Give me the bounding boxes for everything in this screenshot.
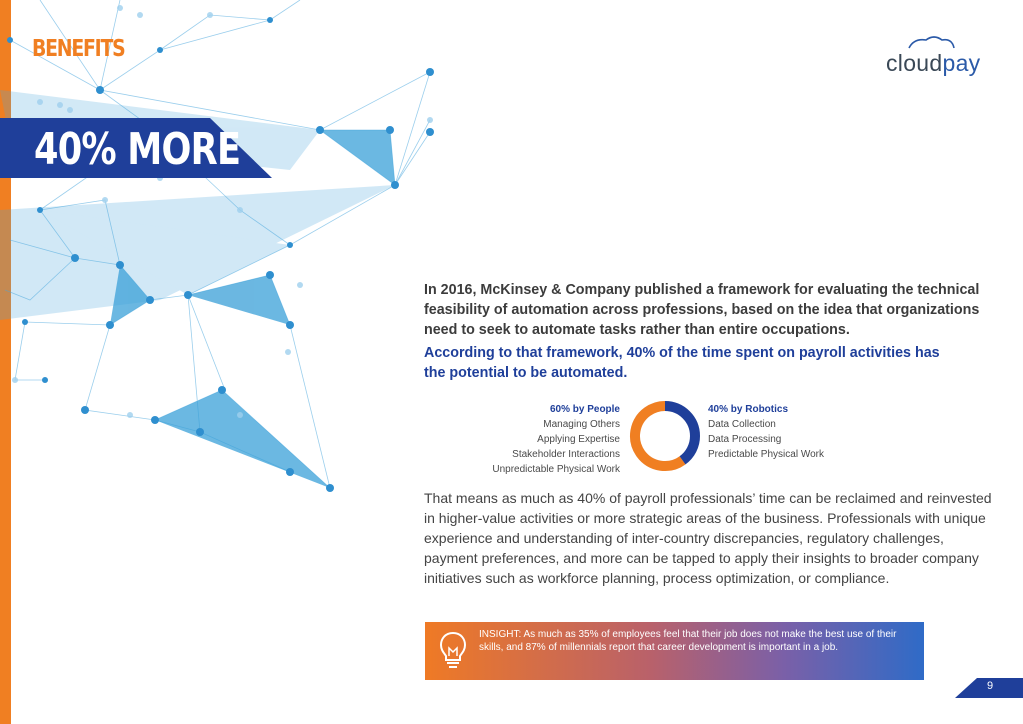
- highlight-paragraph: According to that framework, 40% of the time spent on payroll activities has the potential to be automated.: [424, 345, 940, 381]
- people-robotics-donut: [627, 398, 703, 474]
- section-label: BENEFITS: [32, 36, 125, 62]
- people-item: Unpredictable Physical Work: [492, 464, 620, 475]
- robotics-item: Data Collection: [708, 419, 776, 430]
- people-title: 60% by People: [549, 404, 620, 415]
- insight-text: INSIGHT: As much as 35% of employees feel that their job does not make the best use of their skills, and 87% of millennials report that career development is important in a job.: [479, 629, 897, 653]
- logo-text-suffix: pay: [942, 50, 981, 76]
- people-breakdown: [470, 402, 620, 477]
- robotics-title: 40% by Robotics: [708, 404, 789, 415]
- page-number: 9: [986, 680, 994, 692]
- people-item: Applying Expertise: [537, 434, 620, 445]
- lightbulb-icon: [438, 630, 468, 670]
- intro-paragraph: In 2016, McKinsey & Company published a framework for evaluating the technical feasibility of automation across professions, based on the idea that organizations need to seek to automate tasks rather than entire occupations.: [424, 282, 980, 338]
- people-item: Stakeholder Interactions: [512, 449, 620, 460]
- body-paragraph: That means as much as 40% of payroll professionals’ time can be reclaimed and reinvested in higher-value activities or more strategic areas of the business. Professionals with unique experience and understanding of inter-country discrepancies, regulatory challenges, payment preferences, and more can be tapped to apply their insights to broader company initiatives such as workforce planning, process optimization, or compliance.: [424, 490, 992, 586]
- robotics-item: Data Processing: [708, 434, 782, 445]
- hero-title: 40% MORE: [34, 124, 241, 175]
- robotics-breakdown: [708, 402, 878, 462]
- logo-wordmark: [886, 50, 980, 77]
- logo-text-prefix: cloud: [886, 50, 943, 76]
- robotics-item: Predictable Physical Work: [708, 449, 824, 460]
- network-graphic: [0, 0, 440, 500]
- people-item: Managing Others: [543, 419, 620, 430]
